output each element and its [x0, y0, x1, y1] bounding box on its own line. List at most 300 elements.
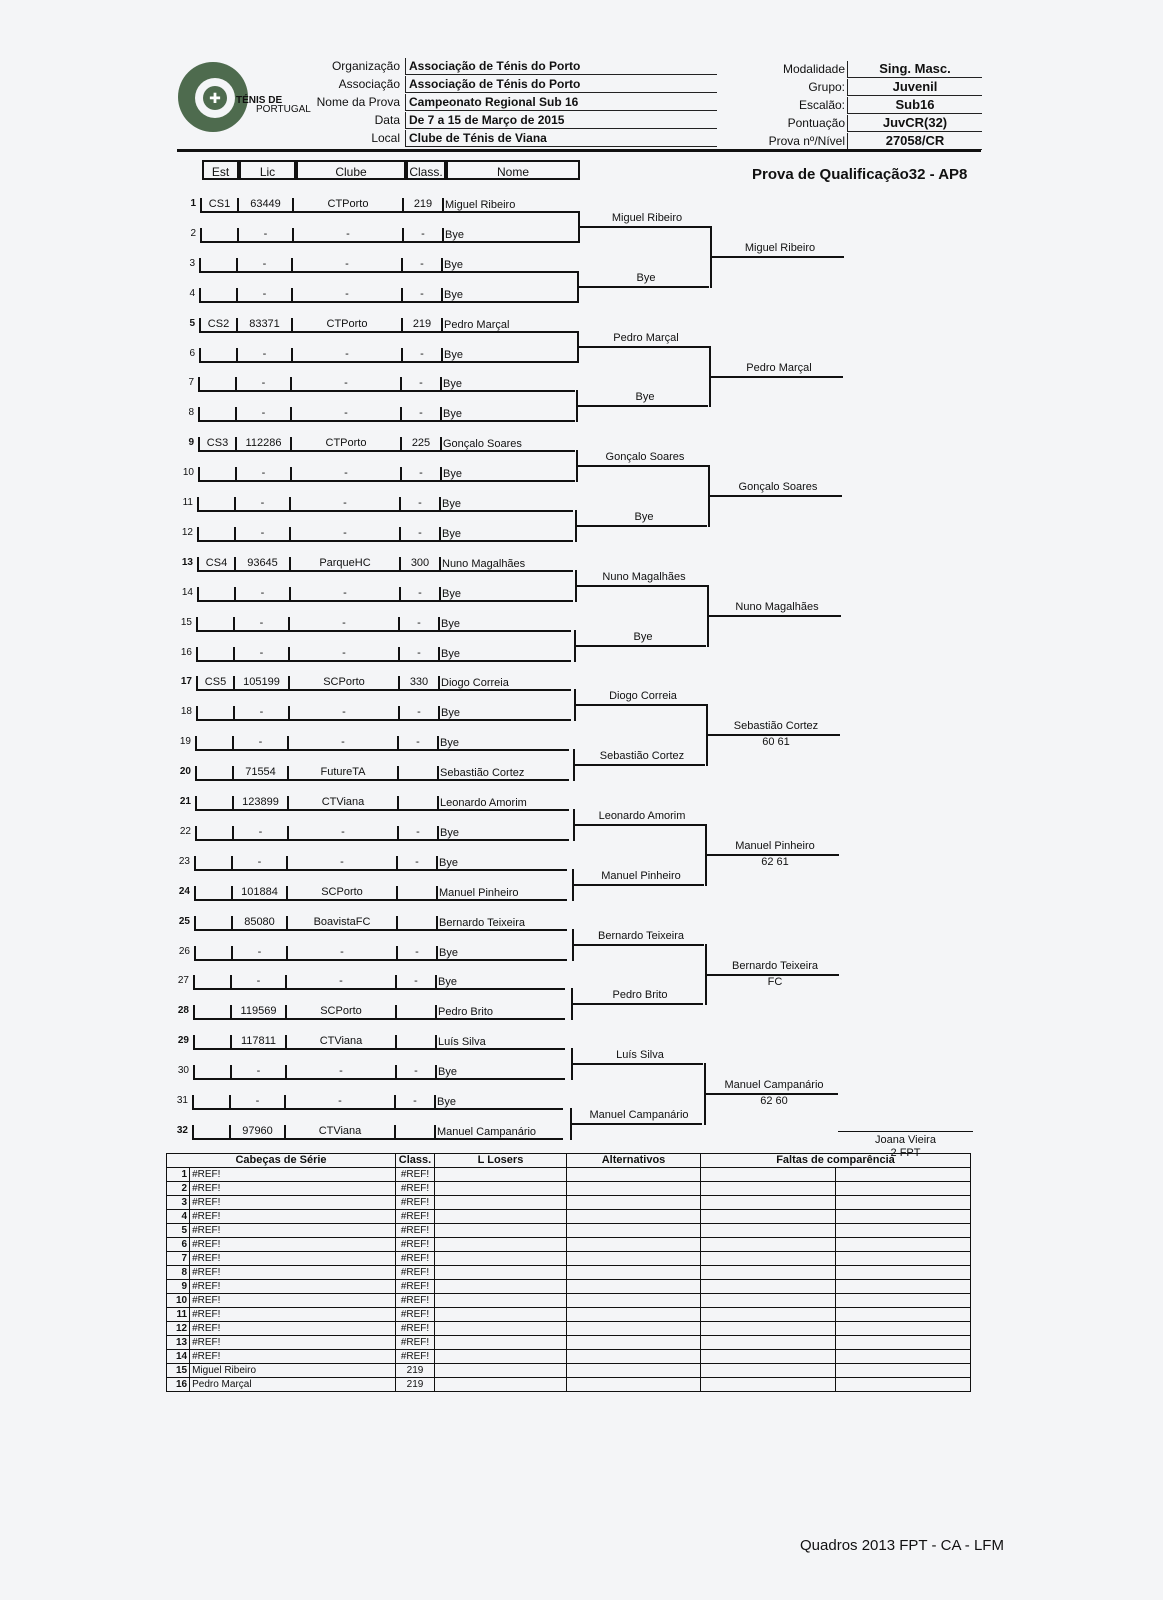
seed-class: #REF! — [396, 1350, 435, 1364]
entry-underline — [196, 719, 571, 721]
seed-row — [167, 1210, 971, 1224]
round3-name: Bernardo Teixeira — [731, 960, 818, 972]
entry-separator — [436, 856, 438, 870]
alternatives-cell — [567, 1252, 701, 1266]
data-label: Data — [374, 113, 400, 127]
entry-separator — [439, 497, 441, 511]
entry-class: - — [420, 288, 424, 300]
seed-class: #REF! — [396, 1280, 435, 1294]
seed-row — [167, 1182, 971, 1196]
entry-number: 10 — [182, 467, 194, 478]
seed-row — [167, 1224, 971, 1238]
entry-separator — [437, 766, 439, 780]
losers-cell — [435, 1238, 567, 1252]
round3-name: Gonçalo Soares — [738, 481, 818, 493]
seed-row — [167, 1196, 971, 1210]
absence-cell — [701, 1266, 836, 1280]
modalidade-label: Modalidade — [782, 62, 845, 76]
seed-number: 8 — [167, 1266, 190, 1280]
entry-class: - — [414, 975, 418, 987]
alternatives-cell — [567, 1210, 701, 1224]
entry-club: - — [343, 527, 347, 539]
entry-separator — [196, 676, 198, 690]
round3-line — [710, 256, 844, 258]
alternatives-cell — [567, 1266, 701, 1280]
seeds-table-header — [167, 1154, 971, 1168]
seed-number: 15 — [167, 1364, 190, 1378]
entry-separator — [442, 198, 444, 212]
entry-separator — [195, 796, 197, 810]
entry-class: - — [415, 946, 419, 958]
entry-number: 18 — [180, 706, 192, 717]
absence-cell — [836, 1294, 971, 1308]
seed-name: #REF! — [190, 1336, 396, 1350]
seed-number: 11 — [167, 1308, 190, 1322]
entry-number: 11 — [182, 497, 193, 508]
entry-name: Bye — [445, 229, 464, 241]
entry-separator — [434, 1095, 436, 1109]
entry-est: CS3 — [206, 437, 229, 449]
entry-lic: 71554 — [245, 766, 276, 778]
seed-number: 6 — [167, 1238, 190, 1252]
entry-club: SCPorto — [320, 1005, 362, 1017]
data-value: De 7 a 15 de Março de 2015 — [405, 112, 717, 129]
entry-lic: 123899 — [242, 796, 279, 808]
entry-class: - — [419, 407, 423, 419]
entry-club: - — [338, 1095, 342, 1107]
col-est: Est — [202, 160, 239, 180]
losers-cell — [435, 1266, 567, 1280]
entry-class: - — [418, 587, 422, 599]
entry-separator — [199, 348, 201, 362]
seed-class: #REF! — [396, 1266, 435, 1280]
round2-line — [573, 764, 705, 766]
entry-lic: 101884 — [241, 886, 278, 898]
entry-name: Bernardo Teixeira — [439, 917, 526, 929]
seed-name: #REF! — [190, 1280, 396, 1294]
entry-separator — [397, 766, 399, 780]
entry-class: 300 — [410, 557, 430, 569]
entry-underline — [196, 660, 571, 662]
entry-club: - — [341, 736, 345, 748]
seed-number: 3 — [167, 1196, 190, 1210]
entry-club: - — [342, 617, 346, 629]
entry-separator — [196, 617, 198, 631]
entry-name: Diogo Correia — [441, 677, 509, 689]
entry-separator — [441, 318, 443, 332]
absence-cell — [701, 1350, 836, 1364]
absence-cell — [701, 1252, 836, 1266]
round2-line — [572, 944, 704, 946]
round2-line — [575, 585, 707, 587]
entry-lic: - — [261, 407, 266, 419]
losers-cell — [435, 1252, 567, 1266]
alternatives-cell — [567, 1168, 701, 1182]
entry-lic: - — [258, 826, 263, 838]
entry-lic: - — [263, 228, 268, 240]
referee-name: Joana Vieira — [875, 1134, 936, 1146]
entry-lic: 119569 — [240, 1005, 277, 1017]
entry-club: CTPorto — [325, 437, 367, 449]
round2-name: Bye — [636, 272, 656, 284]
entry-separator — [440, 407, 442, 421]
entry-lic: 63449 — [250, 198, 281, 210]
referee-line — [838, 1131, 973, 1132]
entry-number: 32 — [176, 1125, 188, 1136]
entry-underline — [193, 1078, 565, 1080]
absence-cell — [701, 1196, 836, 1210]
round2-name: Sebastião Cortez — [599, 750, 685, 762]
entry-separator — [438, 706, 440, 720]
round3-name: Manuel Pinheiro — [735, 840, 815, 852]
round2-name: Pedro Marçal — [613, 332, 679, 344]
absence-cell — [701, 1364, 836, 1378]
entry-separator — [195, 826, 197, 840]
entry-name: Bye — [441, 648, 460, 660]
alternatives-cell — [567, 1280, 701, 1294]
entry-separator — [396, 886, 398, 900]
entry-separator — [199, 258, 201, 272]
round2-line — [578, 226, 710, 228]
entry-name: Bye — [443, 378, 462, 390]
losers-cell — [435, 1224, 567, 1238]
entry-name: Bye — [438, 976, 457, 988]
seed-name: #REF! — [190, 1294, 396, 1308]
round2-line — [576, 405, 708, 407]
seed-number: 14 — [167, 1350, 190, 1364]
seed-name: Pedro Marçal — [190, 1378, 396, 1392]
entry-underline — [199, 271, 577, 273]
alternatives-cell — [567, 1308, 701, 1322]
entry-separator — [437, 736, 439, 750]
entry-separator — [192, 1095, 194, 1109]
round2-name: Nuno Magalhães — [602, 571, 686, 583]
entry-separator — [441, 288, 443, 302]
absence-cell — [836, 1238, 971, 1252]
entry-underline — [199, 301, 577, 303]
entry-name: Leonardo Amorim — [440, 797, 527, 809]
seed-row — [167, 1238, 971, 1252]
round3-name: Nuno Magalhães — [735, 601, 819, 613]
entry-class: - — [416, 826, 420, 838]
entry-club: CTPorto — [326, 318, 368, 330]
absence-cell — [836, 1210, 971, 1224]
entry-underline — [199, 361, 577, 363]
seed-number: 12 — [167, 1322, 190, 1336]
pontuacao-label: Pontuação — [787, 116, 845, 130]
absence-cell — [836, 1364, 971, 1378]
entry-class: 330 — [409, 676, 429, 688]
entry-underline — [196, 689, 571, 691]
entry-club: ParqueHC — [319, 557, 371, 569]
absence-cell — [701, 1322, 836, 1336]
entry-number: 7 — [188, 377, 194, 388]
grupo-label: Grupo: — [808, 80, 845, 94]
entry-number: 5 — [189, 318, 195, 329]
entry-class: 219 — [412, 318, 432, 330]
losers-cell — [435, 1280, 567, 1294]
entry-est: CS4 — [205, 557, 228, 569]
entry-club: - — [344, 377, 348, 389]
entry-separator — [196, 706, 198, 720]
entry-club: FutureTA — [320, 766, 366, 778]
seed-class: #REF! — [396, 1308, 435, 1322]
entry-club: CTViana — [318, 1125, 362, 1137]
absence-cell — [836, 1182, 971, 1196]
seed-number: 7 — [167, 1252, 190, 1266]
entry-separator — [441, 258, 443, 272]
entry-name: Nuno Magalhães — [442, 558, 526, 570]
entry-club: CTViana — [321, 796, 365, 808]
round2-name: Manuel Campanário — [589, 1109, 689, 1121]
absence-cell — [836, 1224, 971, 1238]
entry-name: Luís Silva — [438, 1036, 486, 1048]
entry-name: Gonçalo Soares — [443, 438, 522, 450]
entry-number: 4 — [189, 288, 195, 299]
th-alternatives: Alternativos — [567, 1154, 701, 1168]
losers-cell — [435, 1196, 567, 1210]
entry-number: 22 — [179, 826, 191, 837]
entry-name: Bye — [439, 857, 458, 869]
col-class: Class. — [406, 160, 446, 180]
alternatives-cell — [567, 1196, 701, 1210]
entry-number: 2 — [190, 228, 196, 239]
seed-row — [167, 1308, 971, 1322]
absence-cell — [836, 1350, 971, 1364]
round2-line — [576, 465, 708, 467]
seed-class: #REF! — [396, 1182, 435, 1196]
round3-line — [707, 615, 841, 617]
seed-number: 5 — [167, 1224, 190, 1238]
seed-number: 2 — [167, 1182, 190, 1196]
entry-lic: 112286 — [245, 437, 282, 449]
seed-class: #REF! — [396, 1322, 435, 1336]
absence-cell — [836, 1308, 971, 1322]
modalidade-value: Sing. Masc. — [847, 61, 982, 78]
round3-name: Pedro Marçal — [746, 362, 812, 374]
entry-underline — [197, 540, 573, 542]
entry-club: - — [346, 228, 350, 240]
entry-underline — [193, 988, 565, 990]
entry-separator — [195, 766, 197, 780]
entry-lic: - — [259, 617, 264, 629]
losers-cell — [435, 1322, 567, 1336]
entry-lic: 105199 — [243, 676, 280, 688]
entry-class: - — [416, 736, 420, 748]
round2-line — [575, 525, 707, 527]
round2-line — [570, 1123, 702, 1125]
entry-name: Bye — [443, 468, 462, 480]
local-value: Clube de Ténis de Viana — [405, 130, 717, 147]
seed-name: #REF! — [190, 1266, 396, 1280]
alternatives-cell — [567, 1182, 701, 1196]
grupo-value: Juvenil — [847, 79, 982, 96]
entry-class: - — [419, 377, 423, 389]
round3-line — [709, 376, 843, 378]
absence-cell — [701, 1378, 836, 1392]
losers-cell — [435, 1364, 567, 1378]
entry-number: 19 — [179, 736, 191, 747]
seed-row — [167, 1252, 971, 1266]
absence-cell — [701, 1336, 836, 1350]
entry-lic: - — [258, 736, 263, 748]
absence-cell — [701, 1238, 836, 1252]
seed-name: #REF! — [190, 1350, 396, 1364]
logo-text-1: TÉNIS DE — [236, 95, 283, 106]
entry-est: CS5 — [204, 676, 227, 688]
seed-name: #REF! — [190, 1238, 396, 1252]
seed-class: #REF! — [396, 1336, 435, 1350]
entry-number: 26 — [178, 946, 190, 957]
entry-number: 16 — [180, 647, 192, 658]
seed-class: #REF! — [396, 1224, 435, 1238]
entry-number: 28 — [177, 1005, 189, 1016]
entry-lic: 117811 — [240, 1035, 277, 1047]
entry-separator — [435, 1035, 437, 1049]
entry-underline — [193, 1048, 565, 1050]
alternatives-cell — [567, 1364, 701, 1378]
seed-class: #REF! — [396, 1196, 435, 1210]
entry-number: 6 — [189, 348, 195, 359]
entry-class: 219 — [413, 198, 433, 210]
escalao-value: Sub16 — [847, 97, 982, 114]
entry-underline — [196, 630, 571, 632]
prova-nivel-label: Prova nº/Nível — [768, 134, 845, 148]
entry-separator — [436, 886, 438, 900]
entry-separator — [200, 228, 202, 242]
entry-number: 29 — [177, 1035, 189, 1046]
round2-name: Bye — [634, 511, 654, 523]
entry-separator — [198, 467, 200, 481]
entry-underline — [195, 749, 569, 751]
prova-value: Campeonato Regional Sub 16 — [405, 94, 717, 111]
entry-club: - — [344, 407, 348, 419]
seed-row — [167, 1364, 971, 1378]
entry-underline — [192, 1108, 563, 1110]
round2-name: Pedro Brito — [612, 989, 668, 1001]
entry-separator — [441, 348, 443, 362]
absence-cell — [701, 1294, 836, 1308]
entry-number: 14 — [181, 587, 193, 598]
entry-separator — [194, 946, 196, 960]
seed-class: #REF! — [396, 1238, 435, 1252]
losers-cell — [435, 1294, 567, 1308]
alternatives-cell — [567, 1224, 701, 1238]
entry-class: 225 — [411, 437, 431, 449]
absence-cell — [701, 1280, 836, 1294]
entry-lic: 93645 — [247, 557, 278, 569]
entry-separator — [438, 647, 440, 661]
absence-cell — [836, 1196, 971, 1210]
entry-name: Bye — [444, 259, 463, 271]
entry-number: 13 — [181, 557, 193, 568]
entry-club: CTViana — [319, 1035, 363, 1047]
round3-line — [708, 495, 842, 497]
absence-cell — [836, 1322, 971, 1336]
entry-class: - — [413, 1095, 417, 1107]
entry-club: SCPorto — [323, 676, 365, 688]
entry-name: Bye — [438, 1066, 457, 1078]
entry-name: Bye — [444, 289, 463, 301]
round3-name: Sebastião Cortez — [733, 720, 819, 732]
entry-number: 9 — [188, 437, 194, 448]
entry-separator — [435, 975, 437, 989]
entry-name: Bye — [441, 618, 460, 630]
entry-underline — [197, 600, 573, 602]
pontuacao-value: JuvCR(32) — [847, 115, 982, 132]
losers-cell — [435, 1168, 567, 1182]
entry-name: Sebastião Cortez — [440, 767, 525, 779]
entry-lic: 83371 — [249, 318, 280, 330]
entry-separator — [395, 1005, 397, 1019]
entry-number: 21 — [179, 796, 191, 807]
entry-club: - — [342, 647, 346, 659]
seed-number: 9 — [167, 1280, 190, 1294]
entry-underline — [193, 1018, 565, 1020]
entry-separator — [197, 527, 199, 541]
entry-name: Manuel Pinheiro — [439, 887, 519, 899]
entry-separator — [435, 1065, 437, 1079]
seed-row — [167, 1378, 971, 1392]
entry-separator — [439, 527, 441, 541]
entry-class: - — [417, 706, 421, 718]
seed-class: #REF! — [396, 1168, 435, 1182]
entry-separator — [439, 557, 441, 571]
logo-text-2: PORTUGAL — [256, 104, 311, 115]
organizacao-value: Associação de Ténis do Porto — [405, 58, 717, 75]
entry-separator — [196, 647, 198, 661]
round3-name: Manuel Campanário — [724, 1079, 824, 1091]
entry-number: 12 — [181, 527, 193, 538]
entry-club: - — [344, 467, 348, 479]
entry-class: - — [414, 1065, 418, 1077]
round2-name: Miguel Ribeiro — [611, 212, 683, 224]
escalao-label: Escalão: — [798, 98, 845, 112]
entry-separator — [395, 1035, 397, 1049]
seed-number: 16 — [167, 1378, 190, 1392]
entry-separator — [197, 587, 199, 601]
absence-cell — [701, 1210, 836, 1224]
entry-club: - — [342, 706, 346, 718]
seed-class: #REF! — [396, 1294, 435, 1308]
footer-text: Quadros 2013 FPT - CA - LFM — [800, 1537, 1004, 1554]
seed-number: 1 — [167, 1168, 190, 1182]
round2-line — [577, 346, 709, 348]
entry-class: - — [417, 647, 421, 659]
local-label: Local — [371, 131, 400, 145]
entry-number: 8 — [188, 407, 194, 418]
alternatives-cell — [567, 1294, 701, 1308]
entry-separator — [394, 1125, 396, 1139]
entry-lic: - — [261, 377, 266, 389]
round2-name: Gonçalo Soares — [605, 451, 685, 463]
entry-separator — [440, 467, 442, 481]
entry-club: - — [345, 258, 349, 270]
entry-separator — [440, 437, 442, 451]
draw-title: Prova de Qualificação32 - AP8 — [752, 166, 968, 183]
seed-name: #REF! — [190, 1252, 396, 1266]
entry-lic: - — [256, 975, 261, 987]
entry-separator — [193, 1005, 195, 1019]
entry-club: - — [343, 587, 347, 599]
entry-separator — [198, 437, 200, 451]
entry-number: 1 — [190, 198, 196, 209]
entry-est: CS1 — [208, 198, 231, 210]
absence-cell — [836, 1336, 971, 1350]
entry-lic: - — [261, 467, 266, 479]
seed-row — [167, 1280, 971, 1294]
entry-separator — [436, 946, 438, 960]
